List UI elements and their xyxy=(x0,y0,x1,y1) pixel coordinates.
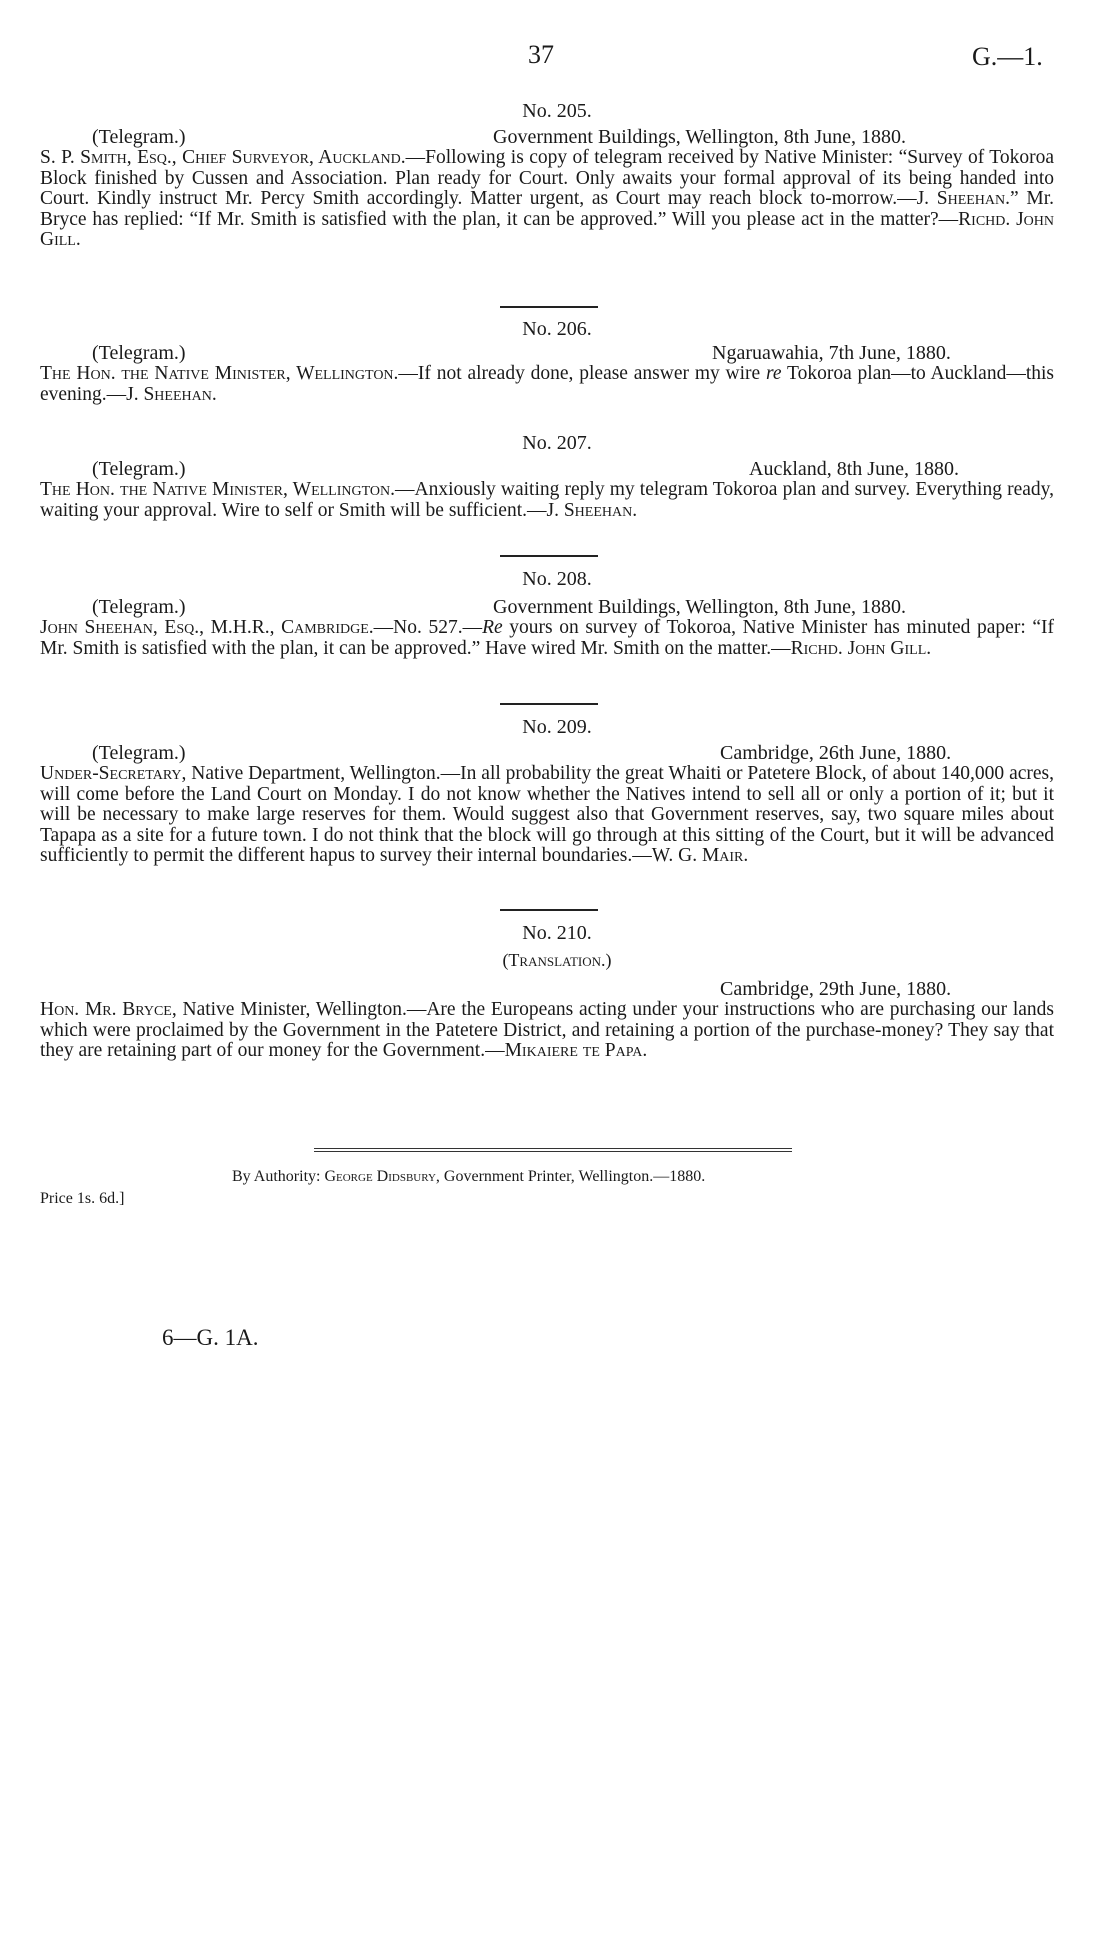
entry-text: , Native Department, Wellington.—In all probability the great Whaiti or Patetere Block, of about 140,000 acres, will come before the Land Court on Monday. I do not know whether the Natives intend to sell all or only a portion of it; but it will be necessary to make large reserves for them. Would suggest also that Government reserves, say, two square miles about Tapapa as a site for a future town. I do not think that the block will go through at this sitting of the Court, but it will be advanced sufficiently to permit the different hapus to survey their internal boundaries.— xyxy=(40,763,1054,866)
entry-signature: J. Sheehan. xyxy=(546,499,638,521)
entry-addressee: S. P. Smith, Esq., Chief Surveyor, Auckland. xyxy=(40,147,406,168)
entry-text-italic: Re xyxy=(482,617,503,638)
footer-rule xyxy=(314,1151,792,1152)
entry-addressee: Hon. Mr. Bryce xyxy=(40,999,172,1020)
entry-number: No. 206. xyxy=(522,318,592,340)
entry-signature: Richd. John Gill. xyxy=(790,637,932,659)
entry-dateline: Cambridge, 26th June, 1880. xyxy=(720,742,952,764)
divider-rule xyxy=(500,555,598,557)
entry-type: (Telegram.) xyxy=(92,742,186,764)
entry-dateline: Government Buildings, Wellington, 8th June, 1880. xyxy=(493,596,906,618)
authority-suffix: , Government Printer, Wellington.—1880. xyxy=(435,1168,706,1185)
entry-text: Tokoroa plan—to Auckland—this evening.— xyxy=(40,363,1055,405)
entry-signature: Richd. John Gill. xyxy=(40,208,1054,250)
divider-rule xyxy=(500,909,598,911)
entry-type: (Telegram.) xyxy=(92,126,186,148)
entry-addressee: The Hon. the Native Minister, Wellington. xyxy=(40,363,399,384)
entry-type: (Telegram.) xyxy=(92,458,186,480)
entry-type: (Telegram.) xyxy=(92,596,186,618)
entry-signature: W. G. Mair. xyxy=(651,845,749,866)
entry-text: —If not already done, please answer my wire xyxy=(398,363,767,384)
entry-addressee: The Hon. the Native Minister, Wellington. xyxy=(40,479,396,500)
entry-body xyxy=(40,1000,1054,1062)
sheet-reference: 6—G. 1A. xyxy=(162,1325,259,1350)
entry-inner-signature: J. Sheehan. xyxy=(916,188,1011,209)
entry-addressee: Under-Secretary xyxy=(40,763,182,784)
entry-number: No. 209. xyxy=(522,716,592,738)
entry-addressee: John Sheehan, Esq., M.H.R., Cambridge. xyxy=(40,617,374,638)
entry-dateline: Cambridge, 29th June, 1880. xyxy=(720,978,952,1000)
entry-body xyxy=(40,764,1054,867)
entry-body xyxy=(40,364,1054,405)
entry-text: , Native Minister, Wellington.—Are the Europeans acting under your instructions who are purchasing our lands which were proclaimed by the Government in the Patetere District, and retaining a portion of the purchase-money? They say that they are retaining part of our money for the Government.— xyxy=(40,999,1054,1061)
page-number: 37 xyxy=(528,40,554,69)
printer-name: George Didsbury xyxy=(324,1168,436,1185)
entry-text: yours on survey of Tokoroa, Native Minister has minuted paper: “If Mr. Smith is satisfied with the plan, it can be approved.” Have wired Mr. Smith on the matter.— xyxy=(40,617,1054,659)
price: Price 1s. 6d.] xyxy=(40,1190,125,1207)
entry-dateline: Government Buildings, Wellington, 8th June, 1880. xyxy=(493,126,906,148)
entry-number: No. 208. xyxy=(522,568,592,590)
entry-signature: Mikaiere te Papa. xyxy=(504,1040,648,1061)
divider-rule xyxy=(500,703,598,705)
entry-text-italic: re xyxy=(766,363,782,384)
printer-authority xyxy=(232,1168,705,1186)
entry-text: —Following is copy of telegram received by Native Minister: “Survey of Tokoroa Block finished by Cussen and Association. Plan ready for Court. Only awaits your formal approval of its being handed into Court. Kindly instruct Mr. Percy Smith accordingly. Matter urgent, as Court may reach block to-morrow.— xyxy=(40,147,1054,209)
entry-body xyxy=(40,618,1054,659)
paper-reference: G.—1. xyxy=(972,42,1043,71)
authority-prefix: By Authority: xyxy=(232,1168,325,1185)
entry-text: —No. 527.— xyxy=(373,617,483,638)
entry-type: (Telegram.) xyxy=(92,342,186,364)
entry-type: (Translation.) xyxy=(502,950,612,970)
entry-signature: J. Sheehan. xyxy=(126,383,217,405)
divider-rule xyxy=(500,306,598,308)
entry-dateline: Ngaruawahia, 7th June, 1880. xyxy=(712,342,951,364)
entry-text: —Anxiously waiting reply my telegram Tokoroa plan and survey. Everything ready, waiting your approval. Wire to self or Smith will be sufficient.— xyxy=(40,479,1055,521)
entry-number: No. 205. xyxy=(522,100,592,122)
entry-number: No. 210. xyxy=(522,922,592,944)
entry-body xyxy=(40,148,1054,251)
entry-dateline: Auckland, 8th June, 1880. xyxy=(749,458,959,480)
entry-body xyxy=(40,480,1054,521)
entry-text-tail: ” Mr. Bryce has replied: “If Mr. Smith is satisfied with the plan, it can be approved.” Will you please act in the matter?— xyxy=(40,188,1054,230)
footer-rule xyxy=(314,1148,792,1149)
entry-number: No. 207. xyxy=(522,432,592,454)
